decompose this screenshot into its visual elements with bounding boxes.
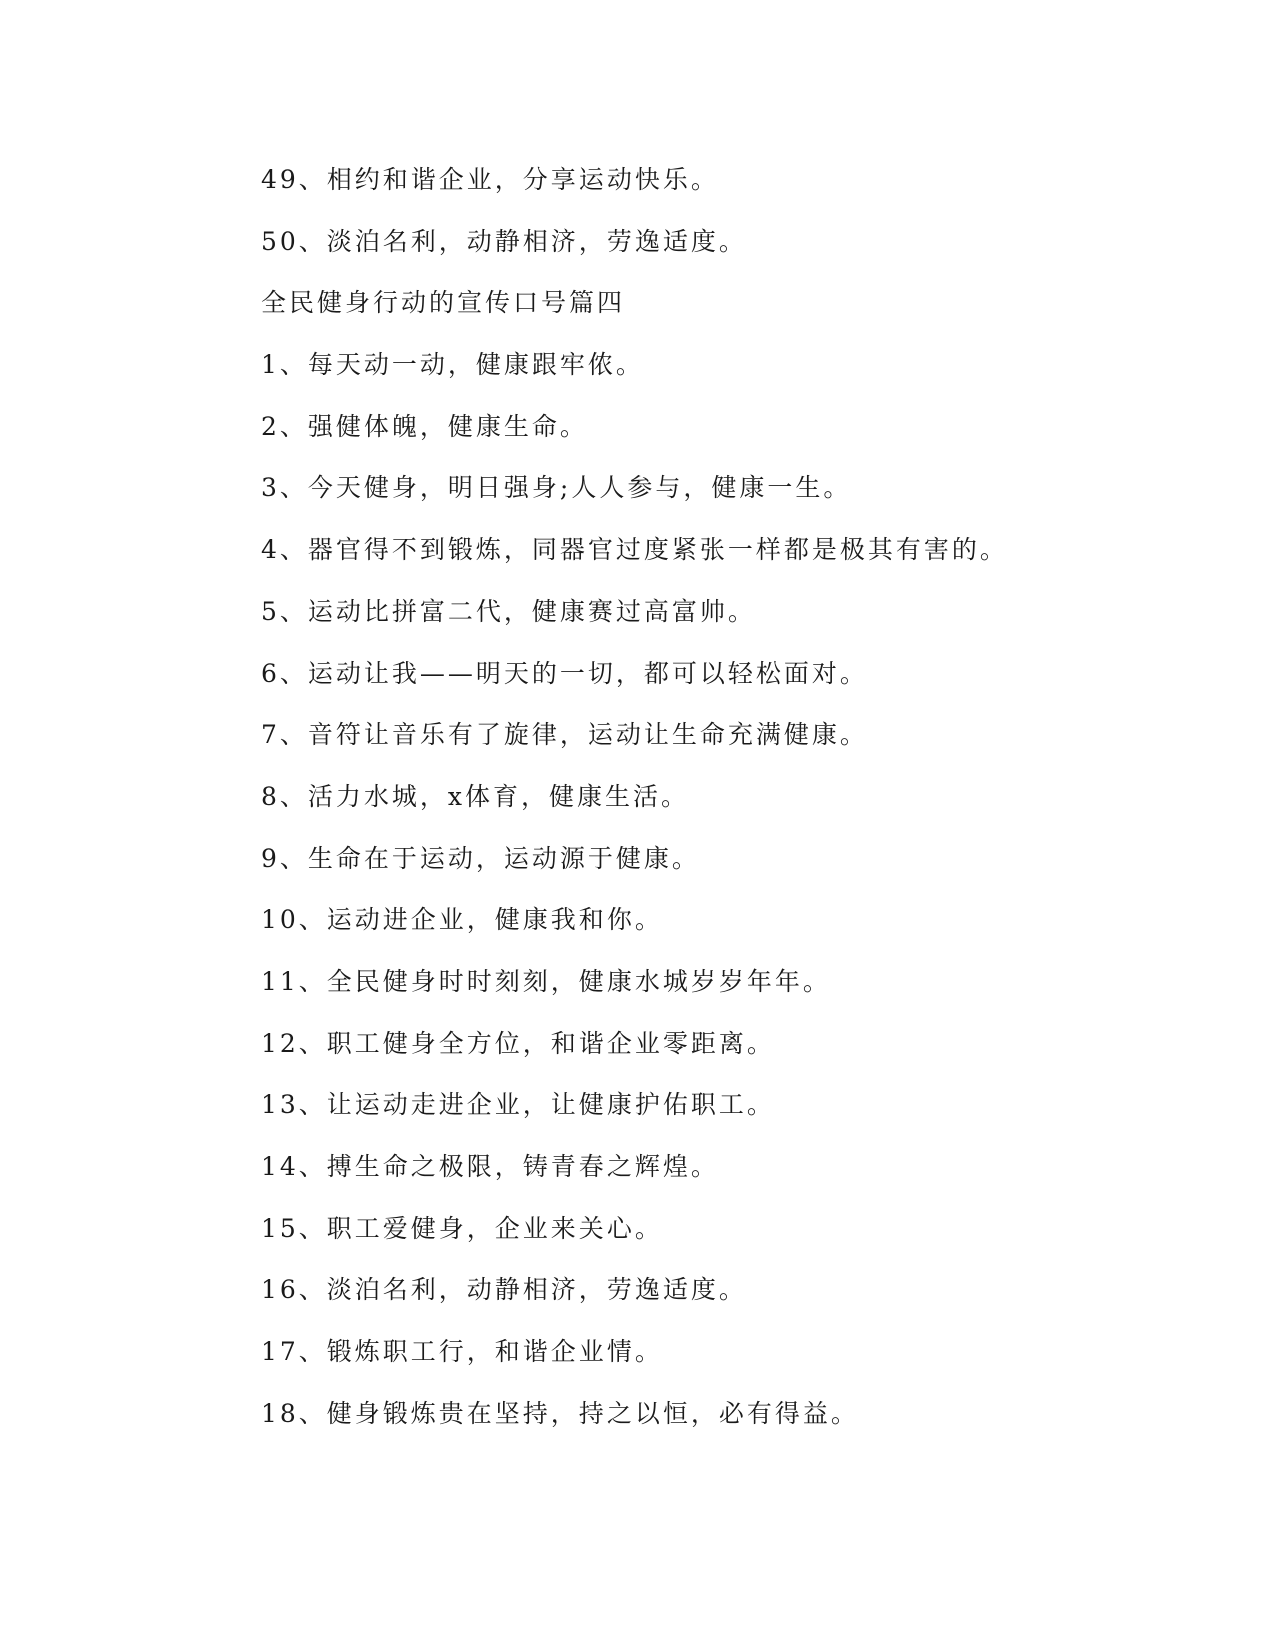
slogan-line: 50、淡泊名利，动静相济，劳逸适度。: [261, 226, 747, 256]
slogan-line: 4、器官得不到锻炼，同器官过度紧张一样都是极其有害的。: [261, 535, 1008, 565]
document-body: [261, 160, 1161, 1455]
slogan-line: 3、今天健身，明日强身;人人参与，健康一生。: [261, 473, 852, 503]
slogan-line: 7、音符让音乐有了旋律，运动让生命充满健康。: [261, 720, 868, 750]
slogan-line: 9、生命在于运动，运动源于健康。: [261, 843, 700, 873]
slogan-line: 49、相约和谐企业，分享运动快乐。: [261, 165, 719, 194]
slogan-line: 8、活力水城，x体育，健康生活。: [261, 781, 690, 811]
slogan-line: 2、强健体魄，健康生命。: [261, 411, 588, 441]
slogan-line: 5、运动比拼富二代，健康赛过高富帅。: [261, 596, 756, 626]
slogan-line: 11、全民健身时时刻刻，健康水城岁岁年年。: [261, 966, 831, 996]
slogan-line: 6、运动让我——明天的一切，都可以轻松面对。: [261, 658, 868, 688]
slogan-line: 15、职工爱健身，企业来关心。: [261, 1213, 663, 1243]
slogan-line: 12、职工健身全方位，和谐企业零距离。: [261, 1028, 775, 1058]
section-heading: 全民健身行动的宣传口号篇四: [261, 288, 626, 318]
slogan-line: 17、锻炼职工行，和谐企业情。: [261, 1337, 663, 1367]
slogan-line: 16、淡泊名利，动静相济，劳逸适度。: [261, 1275, 747, 1305]
slogan-line: 10、运动进企业，健康我和你。: [261, 905, 663, 935]
slogan-line: 13、让运动走进企业，让健康护佑职工。: [261, 1090, 775, 1120]
slogan-line: 14、搏生命之极限，铸青春之辉煌。: [261, 1152, 719, 1181]
slogan-line: 18、健身锻炼贵在坚持，持之以恒，必有得益。: [261, 1398, 859, 1428]
slogan-line: 1、每天动一动，健康跟牢侬。: [261, 350, 644, 380]
